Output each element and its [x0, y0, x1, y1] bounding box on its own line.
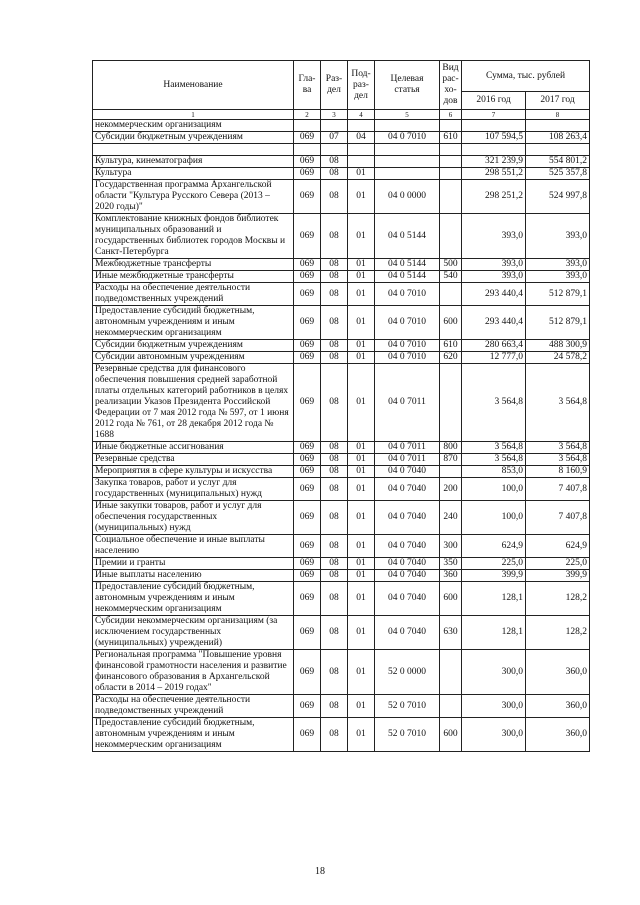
- cell-vid: [440, 214, 462, 259]
- cell-podrazdel: [348, 120, 375, 132]
- cell-sum-2016: 100,0: [462, 478, 526, 501]
- table-row: [93, 442, 590, 454]
- cell-name: Межбюджетные трансферты: [93, 259, 294, 271]
- cell-name: Субсидии некоммерческим организациям (за исключением государственных (муниципальных) учреждений): [93, 616, 294, 650]
- cell-sum-2017: 554 801,2: [526, 156, 590, 168]
- cell-sum-2016: 298 251,2: [462, 180, 526, 214]
- col-number: 2: [294, 110, 321, 120]
- cell-sum-2017: 393,0: [526, 271, 590, 283]
- cell-name: Региональная программа "Повышение уровня финансовой грамотности населения и развитие финансового образования в Архангельской области в 2014 – 2019 годах": [93, 650, 294, 695]
- cell-statya: 04 0 7010: [375, 283, 440, 306]
- cell-sum-2017: 3 564,8: [526, 442, 590, 454]
- table-row: [93, 650, 590, 695]
- cell-podrazdel: 01: [348, 364, 375, 442]
- cell-name: Культура: [93, 168, 294, 180]
- cell-sum-2017: 24 578,2: [526, 352, 590, 364]
- cell-sum-2016: 393,0: [462, 214, 526, 259]
- cell-sum-2016: 300,0: [462, 718, 526, 752]
- cell-name: Культура, кинематография: [93, 156, 294, 168]
- cell-sum-2016: 300,0: [462, 650, 526, 695]
- cell-sum-2017: 399,9: [526, 570, 590, 582]
- cell-vid: 350: [440, 558, 462, 570]
- cell-podrazdel: 01: [348, 650, 375, 695]
- cell-name: [93, 144, 294, 156]
- cell-razdel: [321, 144, 348, 156]
- cell-podrazdel: 01: [348, 718, 375, 752]
- cell-glava: 069: [294, 454, 321, 466]
- cell-podrazdel: 01: [348, 501, 375, 535]
- cell-razdel: 08: [321, 454, 348, 466]
- cell-glava: 069: [294, 156, 321, 168]
- cell-razdel: 07: [321, 132, 348, 144]
- cell-glava: 069: [294, 478, 321, 501]
- cell-sum-2016: 107 594,5: [462, 132, 526, 144]
- cell-name: Предоставление субсидий бюджетным, автономным учреждениям и иным некоммерческим организациям: [93, 718, 294, 752]
- col-number: 4: [348, 110, 375, 120]
- cell-glava: 069: [294, 352, 321, 364]
- cell-statya: 04 0 7040: [375, 501, 440, 535]
- cell-podrazdel: 01: [348, 466, 375, 478]
- cell-razdel: 08: [321, 306, 348, 340]
- cell-name: Иные закупки товаров, работ и услуг для обеспечения государственных (муниципальных) нужд: [93, 501, 294, 535]
- cell-sum-2016: 225,0: [462, 558, 526, 570]
- cell-glava: 069: [294, 340, 321, 352]
- cell-name: Субсидии бюджетным учреждениям: [93, 132, 294, 144]
- cell-razdel: 08: [321, 283, 348, 306]
- header-vid: Вид рас-хо-дов: [440, 61, 462, 110]
- cell-podrazdel: 01: [348, 271, 375, 283]
- table-row: [93, 271, 590, 283]
- table-row: [93, 340, 590, 352]
- table-row: [93, 535, 590, 558]
- cell-sum-2017: 512 879,1: [526, 283, 590, 306]
- header-glava: Гла-ва: [294, 61, 321, 110]
- cell-statya: [375, 144, 440, 156]
- cell-sum-2017: 8 160,9: [526, 466, 590, 478]
- cell-razdel: 08: [321, 535, 348, 558]
- cell-podrazdel: 01: [348, 454, 375, 466]
- cell-statya: 04 0 7040: [375, 616, 440, 650]
- cell-name: Расходы на обеспечение деятельности подведомственных учреждений: [93, 695, 294, 718]
- cell-vid: 540: [440, 271, 462, 283]
- cell-glava: 069: [294, 364, 321, 442]
- col-number: 6: [440, 110, 462, 120]
- cell-podrazdel: 01: [348, 340, 375, 352]
- cell-glava: 069: [294, 650, 321, 695]
- table-row: [93, 132, 590, 144]
- cell-sum-2016: 293 440,4: [462, 306, 526, 340]
- cell-name: Премии и гранты: [93, 558, 294, 570]
- cell-vid: 600: [440, 306, 462, 340]
- cell-statya: [375, 156, 440, 168]
- cell-vid: [440, 156, 462, 168]
- table-row: [93, 582, 590, 616]
- table-row: [93, 466, 590, 478]
- cell-podrazdel: 01: [348, 180, 375, 214]
- cell-glava: 069: [294, 306, 321, 340]
- header-podrazdel: Под-раз-дел: [348, 61, 375, 110]
- cell-podrazdel: 01: [348, 168, 375, 180]
- cell-sum-2017: 393,0: [526, 214, 590, 259]
- header-year-2016: 2016 год: [462, 92, 526, 110]
- cell-sum-2017: [526, 120, 590, 132]
- table-row: [93, 558, 590, 570]
- table-row: [93, 180, 590, 214]
- cell-statya: 04 0 7010: [375, 306, 440, 340]
- col-number: 8: [526, 110, 590, 120]
- cell-sum-2016: [462, 120, 526, 132]
- cell-glava: 069: [294, 466, 321, 478]
- cell-statya: 04 0 7011: [375, 442, 440, 454]
- cell-statya: 04 0 7040: [375, 466, 440, 478]
- cell-sum-2017: 360,0: [526, 650, 590, 695]
- cell-sum-2017: 525 357,8: [526, 168, 590, 180]
- table-row: [93, 454, 590, 466]
- cell-podrazdel: 01: [348, 259, 375, 271]
- cell-sum-2017: 512 879,1: [526, 306, 590, 340]
- cell-statya: 04 0 5144: [375, 214, 440, 259]
- cell-razdel: 08: [321, 364, 348, 442]
- cell-glava: 069: [294, 718, 321, 752]
- cell-vid: 800: [440, 442, 462, 454]
- col-number: 3: [321, 110, 348, 120]
- cell-vid: 620: [440, 352, 462, 364]
- cell-sum-2017: 3 564,8: [526, 364, 590, 442]
- cell-vid: 300: [440, 535, 462, 558]
- cell-podrazdel: 01: [348, 442, 375, 454]
- cell-sum-2016: 399,9: [462, 570, 526, 582]
- table-row: [93, 283, 590, 306]
- cell-razdel: 08: [321, 180, 348, 214]
- cell-vid: 630: [440, 616, 462, 650]
- cell-statya: 04 0 7040: [375, 570, 440, 582]
- table-row: [93, 156, 590, 168]
- cell-statya: 04 0 0000: [375, 180, 440, 214]
- cell-razdel: 08: [321, 478, 348, 501]
- cell-name: Иные межбюджетные трансферты: [93, 271, 294, 283]
- table-row: [93, 306, 590, 340]
- cell-statya: 04 0 7011: [375, 364, 440, 442]
- table-row: [93, 168, 590, 180]
- cell-statya: [375, 120, 440, 132]
- cell-name: Резервные средства: [93, 454, 294, 466]
- cell-razdel: 08: [321, 214, 348, 259]
- cell-name: Предоставление субсидий бюджетным, автономным учреждениям и иным некоммерческим организациям: [93, 306, 294, 340]
- cell-sum-2016: [462, 144, 526, 156]
- cell-vid: 610: [440, 340, 462, 352]
- cell-vid: 600: [440, 582, 462, 616]
- cell-podrazdel: 01: [348, 695, 375, 718]
- cell-sum-2016: 128,1: [462, 582, 526, 616]
- page-number: 18: [315, 866, 325, 877]
- cell-sum-2017: 108 263,4: [526, 132, 590, 144]
- cell-statya: 04 0 7040: [375, 478, 440, 501]
- cell-razdel: 08: [321, 442, 348, 454]
- cell-sum-2017: 524 997,8: [526, 180, 590, 214]
- cell-podrazdel: 01: [348, 535, 375, 558]
- cell-podrazdel: 01: [348, 558, 375, 570]
- cell-vid: 200: [440, 478, 462, 501]
- cell-glava: 069: [294, 271, 321, 283]
- cell-name: Государственная программа Архангельской области "Культура Русского Севера (2013 – 2020 годы)": [93, 180, 294, 214]
- cell-podrazdel: 01: [348, 616, 375, 650]
- header-statya: Целевая статья: [375, 61, 440, 110]
- table-body: [93, 120, 590, 752]
- cell-sum-2016: 280 663,4: [462, 340, 526, 352]
- cell-razdel: 08: [321, 695, 348, 718]
- cell-name: Социальное обеспечение и иные выплаты населению: [93, 535, 294, 558]
- cell-sum-2016: 3 564,8: [462, 454, 526, 466]
- header-razdel: Раз-дел: [321, 61, 348, 110]
- cell-glava: 069: [294, 558, 321, 570]
- cell-razdel: 08: [321, 650, 348, 695]
- cell-statya: [375, 168, 440, 180]
- col-number: 7: [462, 110, 526, 120]
- col-number: 1: [93, 110, 294, 120]
- header-name: Наименование: [93, 61, 294, 110]
- cell-statya: 04 0 7040: [375, 535, 440, 558]
- cell-glava: 069: [294, 442, 321, 454]
- cell-sum-2016: 3 564,8: [462, 364, 526, 442]
- table-row: [93, 695, 590, 718]
- cell-vid: [440, 168, 462, 180]
- cell-glava: 069: [294, 582, 321, 616]
- cell-razdel: 08: [321, 259, 348, 271]
- table-row: [93, 144, 590, 156]
- cell-vid: [440, 283, 462, 306]
- cell-glava: 069: [294, 132, 321, 144]
- cell-razdel: 08: [321, 558, 348, 570]
- cell-razdel: 08: [321, 352, 348, 364]
- cell-name: Резервные средства для финансового обеспечения повышения средней заработной платы отдельных категорий работников в целях реализации Указов Президента Российской Федерации от 7 мая 2012 года № 597, от 1 июня 2012 года № 761, от 28 декабря 2012 года № 1688: [93, 364, 294, 442]
- cell-razdel: 08: [321, 582, 348, 616]
- table-row: [93, 259, 590, 271]
- cell-statya: 04 0 7010: [375, 132, 440, 144]
- cell-name: Субсидии автономным учреждениям: [93, 352, 294, 364]
- cell-glava: 069: [294, 535, 321, 558]
- cell-razdel: 08: [321, 466, 348, 478]
- table-row: [93, 616, 590, 650]
- cell-razdel: 08: [321, 616, 348, 650]
- cell-sum-2016: 12 777,0: [462, 352, 526, 364]
- table-row: [93, 364, 590, 442]
- cell-vid: 600: [440, 718, 462, 752]
- header-summa: Сумма, тыс. рублей: [462, 61, 590, 92]
- budget-table: [92, 60, 590, 752]
- table-row: [93, 718, 590, 752]
- cell-podrazdel: 01: [348, 582, 375, 616]
- cell-glava: 069: [294, 259, 321, 271]
- cell-name: Мероприятия в сфере культуры и искусства: [93, 466, 294, 478]
- cell-sum-2017: 7 407,8: [526, 478, 590, 501]
- cell-sum-2017: 360,0: [526, 695, 590, 718]
- cell-statya: 04 0 7011: [375, 454, 440, 466]
- cell-sum-2016: 300,0: [462, 695, 526, 718]
- col-number: 5: [375, 110, 440, 120]
- cell-glava: 069: [294, 501, 321, 535]
- cell-glava: 069: [294, 283, 321, 306]
- cell-vid: [440, 144, 462, 156]
- table-row: [93, 120, 590, 132]
- cell-razdel: 08: [321, 340, 348, 352]
- cell-glava: [294, 144, 321, 156]
- cell-glava: 069: [294, 214, 321, 259]
- cell-glava: 069: [294, 616, 321, 650]
- cell-glava: 069: [294, 180, 321, 214]
- cell-podrazdel: 01: [348, 478, 375, 501]
- cell-vid: 500: [440, 259, 462, 271]
- cell-vid: [440, 650, 462, 695]
- cell-name: Субсидии бюджетным учреждениям: [93, 340, 294, 352]
- cell-sum-2016: 128,1: [462, 616, 526, 650]
- cell-podrazdel: [348, 144, 375, 156]
- cell-glava: [294, 120, 321, 132]
- cell-name: Расходы на обеспечение деятельности подведомственных учреждений: [93, 283, 294, 306]
- cell-sum-2017: 128,2: [526, 616, 590, 650]
- cell-razdel: 08: [321, 718, 348, 752]
- cell-sum-2017: 360,0: [526, 718, 590, 752]
- cell-podrazdel: 01: [348, 570, 375, 582]
- cell-statya: 52 0 0000: [375, 650, 440, 695]
- cell-razdel: 08: [321, 501, 348, 535]
- cell-sum-2017: 624,9: [526, 535, 590, 558]
- cell-name: Иные бюджетные ассигнования: [93, 442, 294, 454]
- cell-statya: 04 0 7040: [375, 582, 440, 616]
- cell-statya: 52 0 7010: [375, 718, 440, 752]
- cell-sum-2017: [526, 144, 590, 156]
- cell-statya: 04 0 7040: [375, 558, 440, 570]
- cell-statya: 04 0 5144: [375, 259, 440, 271]
- cell-vid: [440, 466, 462, 478]
- cell-glava: 069: [294, 168, 321, 180]
- cell-vid: [440, 120, 462, 132]
- cell-sum-2016: 393,0: [462, 271, 526, 283]
- cell-statya: 04 0 5144: [375, 271, 440, 283]
- cell-podrazdel: 01: [348, 283, 375, 306]
- cell-statya: 04 0 7010: [375, 352, 440, 364]
- table-row: [93, 501, 590, 535]
- cell-sum-2016: 853,0: [462, 466, 526, 478]
- cell-name: Иные выплаты населению: [93, 570, 294, 582]
- cell-podrazdel: [348, 156, 375, 168]
- cell-sum-2017: 225,0: [526, 558, 590, 570]
- cell-razdel: 08: [321, 156, 348, 168]
- cell-glava: 069: [294, 570, 321, 582]
- cell-vid: [440, 364, 462, 442]
- cell-sum-2016: 293 440,4: [462, 283, 526, 306]
- cell-podrazdel: 01: [348, 306, 375, 340]
- cell-sum-2017: 3 564,8: [526, 454, 590, 466]
- cell-razdel: [321, 120, 348, 132]
- cell-statya: 04 0 7010: [375, 340, 440, 352]
- cell-name: некоммерческим организациям: [93, 120, 294, 132]
- cell-podrazdel: 01: [348, 214, 375, 259]
- cell-sum-2017: 7 407,8: [526, 501, 590, 535]
- table-row: [93, 214, 590, 259]
- cell-vid: [440, 695, 462, 718]
- cell-vid: 360: [440, 570, 462, 582]
- table-row: [93, 570, 590, 582]
- table-row: [93, 478, 590, 501]
- cell-glava: 069: [294, 695, 321, 718]
- cell-name: Предоставление субсидий бюджетным, автономным учреждениям и иным некоммерческим организациям: [93, 582, 294, 616]
- cell-sum-2017: 488 300,9: [526, 340, 590, 352]
- cell-vid: 610: [440, 132, 462, 144]
- cell-razdel: 08: [321, 168, 348, 180]
- cell-sum-2016: 624,9: [462, 535, 526, 558]
- cell-sum-2016: 393,0: [462, 259, 526, 271]
- cell-sum-2017: 128,2: [526, 582, 590, 616]
- cell-sum-2016: 298 551,2: [462, 168, 526, 180]
- cell-name: Закупка товаров, работ и услуг для государственных (муниципальных) нужд: [93, 478, 294, 501]
- cell-statya: 52 0 7010: [375, 695, 440, 718]
- cell-vid: 240: [440, 501, 462, 535]
- table-row: [93, 352, 590, 364]
- cell-vid: 870: [440, 454, 462, 466]
- header-year-2017: 2017 год: [526, 92, 590, 110]
- cell-sum-2016: 321 239,9: [462, 156, 526, 168]
- cell-name: Комплектование книжных фондов библиотек муниципальных образований и государственных библиотек городов Москвы и Санкт-Петербурга: [93, 214, 294, 259]
- cell-sum-2016: 3 564,8: [462, 442, 526, 454]
- cell-vid: [440, 180, 462, 214]
- cell-sum-2016: 100,0: [462, 501, 526, 535]
- cell-sum-2017: 393,0: [526, 259, 590, 271]
- cell-razdel: 08: [321, 271, 348, 283]
- cell-razdel: 08: [321, 570, 348, 582]
- cell-podrazdel: 04: [348, 132, 375, 144]
- cell-podrazdel: 01: [348, 352, 375, 364]
